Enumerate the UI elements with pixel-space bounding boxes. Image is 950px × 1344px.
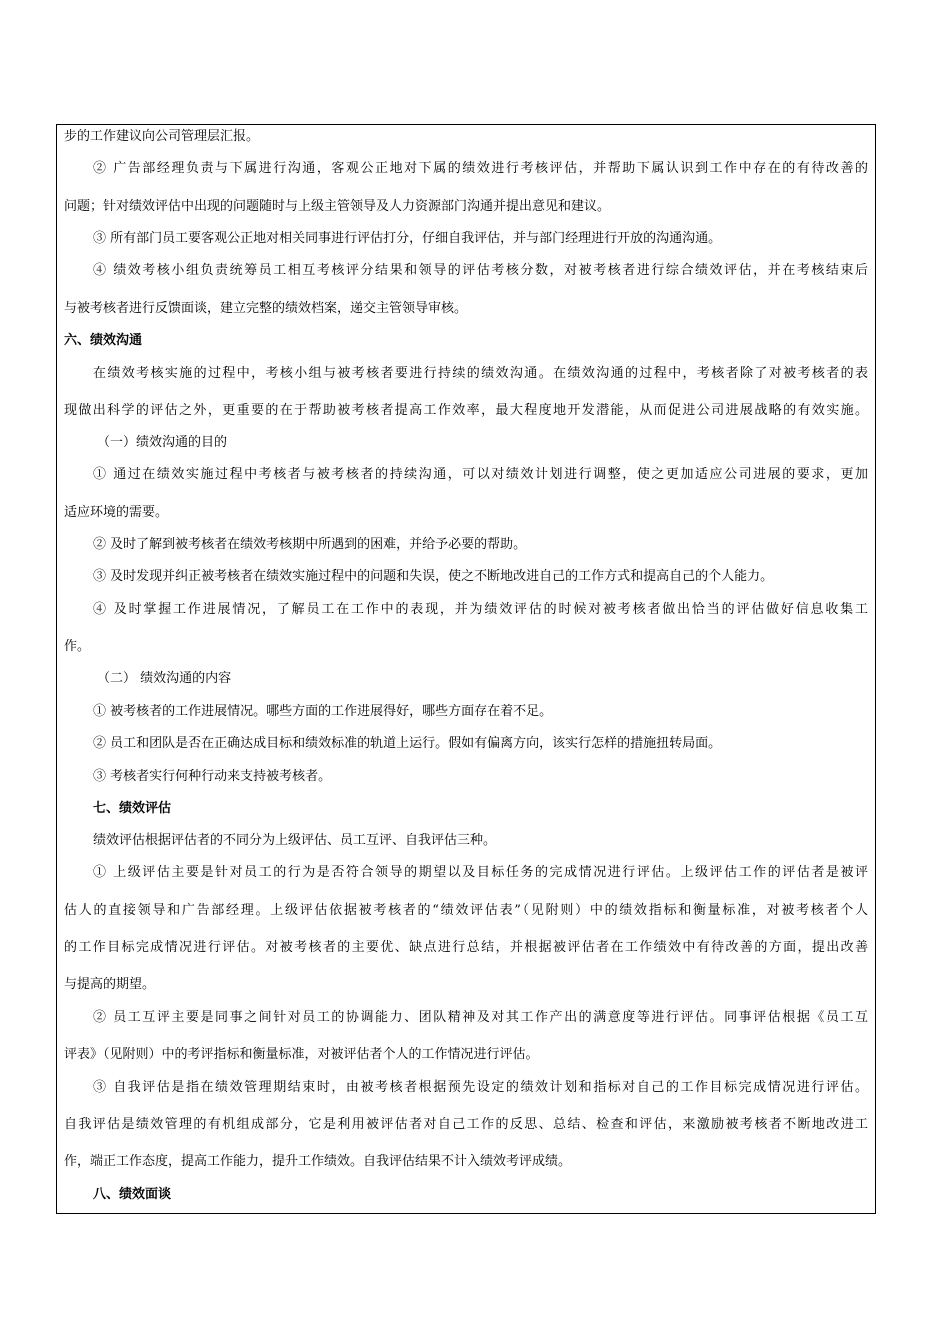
paragraph-line: 现做出科学的评估之外，更重要的在于帮助被考核者提高工作效率，最大程度地开发潜能，从而促进公司进展战略的有效实施。 bbox=[64, 403, 868, 418]
paragraph-line: 自我评估是绩效管理的有机组成部分，它是利用被评估者对自己工作的反思、总结、检查和评估，来激励被考核者不断地改进工 bbox=[64, 1117, 868, 1132]
paragraph-line: ① 被考核者的工作进展情况。哪些方面的工作进展得好，哪些方面存在着不足。 bbox=[93, 704, 553, 719]
paragraph-line: 适应环境的需要。 bbox=[64, 505, 169, 520]
paragraph-line: 与提高的期望。 bbox=[64, 977, 156, 992]
paragraph-line: ② 员工和团队是否在正确达成目标和绩效标准的轨道上运行。假如有偏离方向，该实行怎样的措施扭转局面。 bbox=[93, 736, 722, 751]
section-heading: 六、绩效沟通 bbox=[64, 333, 143, 348]
paragraph-line: 与被考核者进行反馈面谈，建立完整的绩效档案，递交主管领导审核。 bbox=[64, 301, 468, 316]
paragraph-line: ③ 考核者实行何种行动来支持被考核者。 bbox=[93, 769, 332, 784]
paragraph-line: ③ 及时发现并纠正被考核者在绩效实施过程中的问题和失误，使之不断地改进自己的工作方式和提高自己的个人能力。 bbox=[93, 569, 774, 584]
paragraph-line: ④ 绩效考核小组负责统筹员工相互考核评分结果和领导的评估考核分数，对被考核者进行综合绩效评估，并在考核结束后 bbox=[93, 263, 868, 278]
paragraph-line: 作。 bbox=[64, 639, 91, 654]
paragraph-line: ④ 及时掌握工作进展情况，了解员工在工作中的表现，并为绩效评估的时候对被考核者做出恰当的评估做好信息收集工 bbox=[93, 602, 868, 617]
paragraph-line: 的工作目标完成情况进行评估。对被考核者的主要优、缺点进行总结，并根据被评估者在工作绩效中有待改善的方面，提出改善 bbox=[64, 940, 868, 955]
paragraph-line: 绩效评估根据评估者的不同分为上级评估、员工互评、自我评估三种。 bbox=[93, 833, 497, 848]
paragraph-line: ② 广告部经理负责与下属进行沟通，客观公正地对下属的绩效进行考核评估，并帮助下属认识到工作中存在的有待改善的 bbox=[93, 161, 868, 176]
paragraph-line: 作，端正工作态度，提高工作能力，提升工作绩效。自我评估结果不计入绩效考评成绩。 bbox=[64, 1154, 572, 1169]
section-heading: 八、绩效面谈 bbox=[93, 1187, 172, 1202]
paragraph-line: ② 及时了解到被考核者在绩效考核期中所遇到的困难，并给予必要的帮助。 bbox=[93, 537, 527, 552]
paragraph-line: 步的工作建议向公司管理层汇报。 bbox=[64, 129, 260, 144]
paragraph-line: 估人的直接领导和广告部经理。上级评估依据被考核者的“绩效评估表”（见附则）中的绩效指标和衡量标准，对被考核者个人 bbox=[64, 903, 868, 918]
paragraph-line: ③ 自我评估是指在绩效管理期结束时，由被考核者根据预先设定的绩效计划和指标对自己的工作目标完成情况进行评估。 bbox=[93, 1080, 868, 1095]
paragraph-line: 在绩效考核实施的过程中，考核小组与被考核者要进行持续的绩效沟通。在绩效沟通的过程中，考核者除了对被考核者的表 bbox=[93, 366, 868, 381]
section-heading: 七、绩效评估 bbox=[93, 801, 172, 816]
paragraph-line: ② 员工互评主要是同事之间针对员工的协调能力、团队精神及对其工作产出的满意度等进行评估。同事评估根据《员工互 bbox=[93, 1010, 868, 1025]
subsection-heading: （二） 绩效沟通的内容 bbox=[97, 671, 232, 686]
paragraph-line: ① 上级评估主要是针对员工的行为是否符合领导的期望以及目标任务的完成情况进行评估。上级评估工作的评估者是被评 bbox=[93, 865, 868, 880]
subsection-heading: （一）绩效沟通的目的 bbox=[97, 435, 228, 450]
paragraph-line: ① 通过在绩效实施过程中考核者与被考核者的持续沟通，可以对绩效计划进行调整，使之更加适应公司进展的要求，更加 bbox=[93, 467, 868, 482]
paragraph-line: 问题；针对绩效评估中出现的问题随时与上级主管领导及人力资源部门沟通并提出意见和建议。 bbox=[64, 199, 611, 214]
paragraph-line: ③ 所有部门员工要客观公正地对相关同事进行评估打分，仔细自我评估，并与部门经理进行开放的沟通沟通。 bbox=[93, 231, 722, 246]
paragraph-line: 评表》（见附则）中的考评指标和衡量标准，对被评估者个人的工作情况进行评估。 bbox=[64, 1047, 539, 1062]
